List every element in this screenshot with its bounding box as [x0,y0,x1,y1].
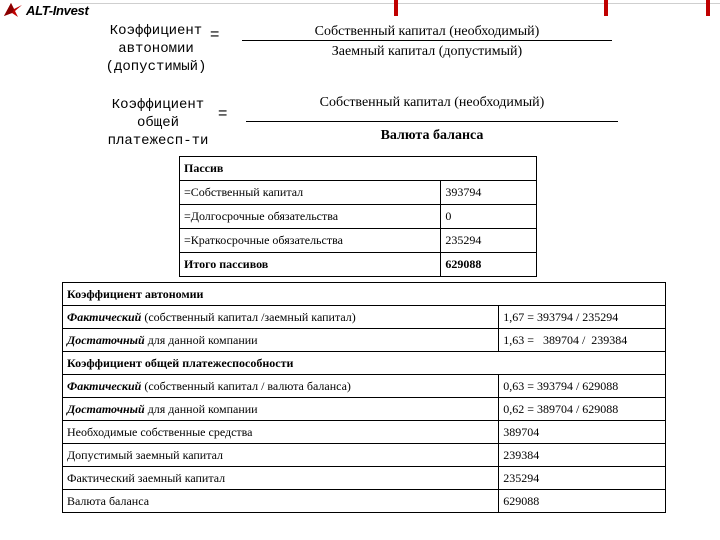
header-marker [604,0,608,16]
formula2-label-line: Коэффициент [111,97,205,113]
metric-label: Допустимый заемный капитал [63,444,499,467]
metric-value: 629088 [499,490,666,513]
logo-text: ALT-Invest [26,2,89,18]
liability-value: 0 [441,205,537,229]
table-row [63,444,666,467]
ratio-label-emphasis: Достаточный [67,332,145,347]
ratio-value: 1,67 = 393794 / 235294 [499,306,666,329]
table-row [180,229,537,253]
formula2-label-line: общей [136,115,179,131]
table-row [180,157,537,181]
table-row [63,306,666,329]
liabilities-total-value: 629088 [441,253,537,277]
header-marker [394,0,398,16]
formula2-denominator: Валюта баланса [380,128,484,143]
formula2-label-line: платежесп-ти [107,133,209,149]
header-bar [0,0,720,16]
ratios-table [62,282,666,513]
metric-label: Необходимые собственные средства [63,421,499,444]
metric-label: Фактический заемный капитал [63,467,499,490]
table-row [63,467,666,490]
logo-star-icon [2,2,24,18]
ratio-label [63,398,499,421]
table-row [63,283,666,306]
formula1-denominator: Заемный капитал (допустимый) [331,44,523,59]
ratio-value: 1,63 = 389704 / 239384 [499,329,666,352]
formula1-fraction-line [242,40,612,41]
ratio-label-text: (собственный капитал /заемный капитал) [141,309,356,324]
liability-value: 235294 [441,229,537,253]
liabilities-total-label: Итого пассивов [180,253,441,277]
metric-value: 239384 [499,444,666,467]
ratio-label [63,375,499,398]
formula2-fraction-line [246,121,618,122]
header-marker [706,0,710,16]
formula2-equals: = [218,105,228,122]
liability-label: =Долгосрочные обязательства [180,205,441,229]
liability-label: =Краткосрочные обязательства [180,229,441,253]
table-row [63,352,666,375]
table-row [63,421,666,444]
formula1-equals: = [210,26,220,43]
metric-value: 389704 [499,421,666,444]
ratio-label-emphasis: Достаточный [67,401,145,416]
ratio-label-text: для данной компании [144,332,258,347]
liability-label: =Собственный капитал [180,181,441,205]
formula1-label [98,22,214,76]
ratio-label-text: (собственный капитал / валюта баланса) [141,378,351,393]
ratio-label-emphasis: Фактический [67,378,142,393]
logo [2,2,89,18]
table-row [180,205,537,229]
formula1-label-line: автономии [118,41,194,57]
table-row [63,490,666,513]
ratio-value: 0,62 = 389704 / 629088 [499,398,666,421]
formula1-numerator: Собственный капитал (необходимый) [314,24,540,39]
ratio-value: 0,63 = 393794 / 629088 [499,375,666,398]
ratio-label-text: для данной компании [144,401,258,416]
solvency-section-title: Коэффициент общей платежеспособности [63,352,666,375]
autonomy-section-title: Коэффициент автономии [63,283,666,306]
metric-value: 235294 [499,467,666,490]
formula1-label-line: (допустимый) [105,59,207,75]
table-row [63,375,666,398]
formula1-label-line: Коэффициент [109,23,203,39]
table-row [63,398,666,421]
table-row [180,253,537,277]
ratio-label [63,329,499,352]
metric-label: Валюта баланса [63,490,499,513]
liabilities-title: Пассив [180,157,537,181]
liability-value: 393794 [441,181,537,205]
formula2-numerator: Собственный капитал (необходимый) [319,95,545,110]
table-row [180,181,537,205]
table-row [63,329,666,352]
liabilities-table [179,156,537,277]
formula2-label [100,96,216,150]
ratio-label [63,306,499,329]
ratio-label-emphasis: Фактический [67,309,142,324]
